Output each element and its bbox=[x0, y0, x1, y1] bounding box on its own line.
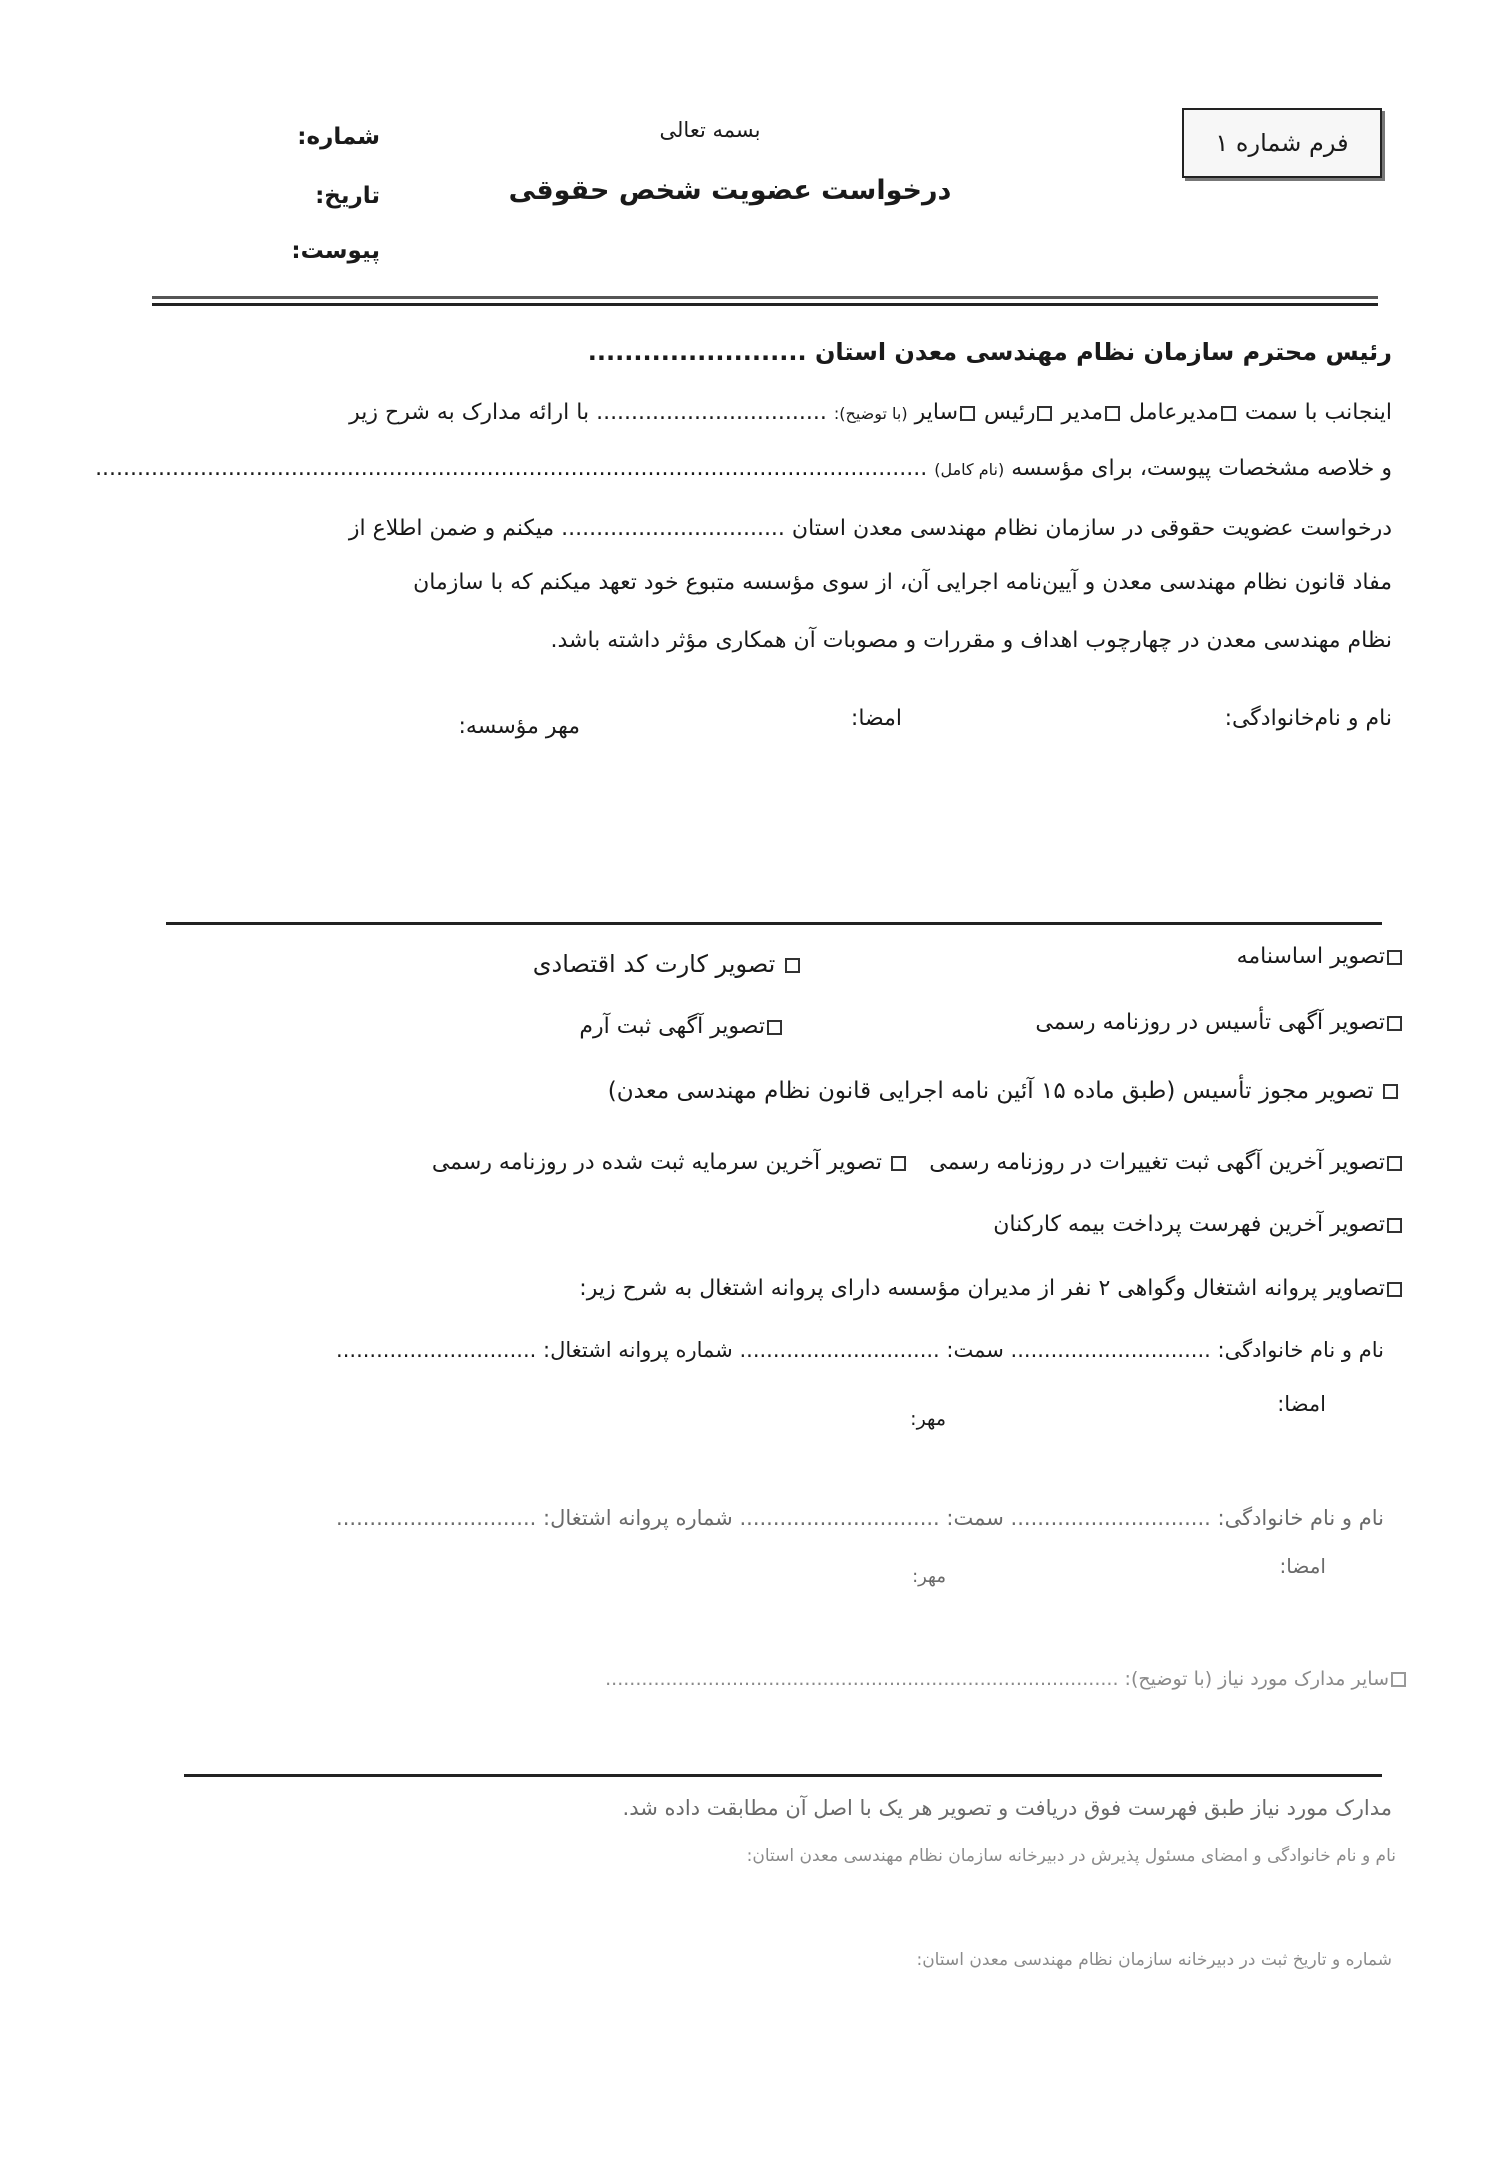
doc-trademark-notice-label: تصویر آگهی ثبت آرم bbox=[579, 1014, 765, 1039]
commitment-line: مفاد قانون نظام مهندسی معدن و آیین‌نامه اجرایی آن، از سوی مؤسسه متبوع خود تعهد میکنم که با سازمان bbox=[413, 570, 1392, 595]
request-province-field[interactable]: ................................ bbox=[561, 516, 785, 541]
other-position-field[interactable]: ................................. bbox=[596, 400, 827, 425]
institution-line bbox=[95, 456, 1392, 481]
checkbox-founding-notice[interactable] bbox=[1387, 1016, 1402, 1031]
commitment-line-end: نظام مهندسی معدن در چهارچوب اهداف و مقررات و مصوبات آن همکاری مؤثر داشته باشد. bbox=[550, 628, 1392, 653]
request-line bbox=[349, 516, 1392, 541]
checkbox-ceo[interactable] bbox=[1221, 406, 1236, 421]
manager-name-label: نام و نام خانوادگی: bbox=[1217, 1338, 1384, 1362]
position-prefix: اینجانب با سمت bbox=[1244, 400, 1392, 425]
attachment-label: پیوست: bbox=[291, 238, 380, 264]
position-ceo-label: مدیرعامل bbox=[1129, 400, 1219, 425]
doc-latest-capital-label: تصویر آخرین سرمایه ثبت شده در روزنامه رسمی bbox=[431, 1150, 882, 1175]
checkbox-licenses[interactable] bbox=[1387, 1282, 1402, 1297]
received-note: مدارک مورد نیاز طبق فهرست فوق دریافت و تصویر هر یک با اصل آن مطابقت داده شد. bbox=[622, 1796, 1392, 1820]
doc-licenses bbox=[579, 1276, 1404, 1301]
section-divider bbox=[166, 922, 1382, 925]
registration-line: شماره و تاریخ ثبت در دبیرخانه سازمان نظام مهندسی معدن استان: bbox=[916, 1950, 1392, 1970]
doc-economic-code bbox=[533, 950, 802, 978]
doc-insurance-list-label: تصویر آخرین فهرست پرداخت بیمه کارکنان bbox=[993, 1212, 1385, 1237]
checkbox-articles[interactable] bbox=[1387, 950, 1402, 965]
date-label: تاریخ: bbox=[315, 183, 380, 209]
checkbox-other[interactable] bbox=[960, 406, 975, 421]
doc-economic-code-label: تصویر کارت کد اقتصادی bbox=[532, 950, 776, 978]
institution-seal-label: مهر مؤسسه: bbox=[458, 714, 580, 739]
doc-founding-notice-label: تصویر آگهی تأسیس در روزنامه رسمی bbox=[1035, 1010, 1385, 1035]
documents-suffix: با ارائه مدارک به شرح زیر bbox=[349, 400, 590, 425]
manager-1-seal-label: مهر: bbox=[910, 1408, 946, 1430]
salutation bbox=[588, 338, 1392, 366]
applicant-signature-label: امضا: bbox=[850, 706, 902, 731]
manager-1-license-field[interactable]: .............................. bbox=[336, 1338, 537, 1362]
page-title: درخواست عضویت شخص حقوقی bbox=[508, 175, 952, 206]
checkbox-latest-changes[interactable] bbox=[1387, 1156, 1402, 1171]
receiver-line: نام و نام خانوادگی و امضای مسئول پذیرش در دبیرخانه سازمان نظام مهندسی معدن استان: bbox=[746, 1846, 1396, 1866]
other-docs-field[interactable]: ..................................................................................... bbox=[605, 1668, 1119, 1690]
basmala: بسمه تعالی bbox=[659, 118, 761, 142]
manager-2-license-field[interactable]: .............................. bbox=[336, 1506, 537, 1530]
checkbox-economic-code[interactable] bbox=[785, 958, 800, 973]
manager-license-label: شماره پروانه اشتغال: bbox=[543, 1338, 733, 1362]
doc-founding-notice bbox=[1035, 1010, 1404, 1035]
doc-trademark-notice bbox=[579, 1014, 784, 1039]
manager-2-row bbox=[336, 1506, 1384, 1530]
doc-articles-label: تصویر اساسنامه bbox=[1236, 944, 1385, 969]
request-end-text: میکنم و ضمن اطلاع از bbox=[348, 516, 555, 541]
request-text: درخواست عضویت حقوقی در سازمان نظام مهندسی معدن استان bbox=[791, 516, 1392, 541]
province-field[interactable]: ........................ bbox=[587, 338, 807, 366]
position-line bbox=[349, 400, 1392, 425]
manager-1-signature-label: امضا: bbox=[1277, 1392, 1326, 1416]
checkbox-trademark-notice[interactable] bbox=[767, 1020, 782, 1035]
doc-founding-permit bbox=[608, 1078, 1400, 1104]
doc-other-label: سایر مدارک مورد نیاز (با توضیح): bbox=[1124, 1668, 1389, 1690]
doc-latest-changes bbox=[929, 1150, 1404, 1175]
checkbox-other-docs[interactable] bbox=[1391, 1672, 1406, 1687]
checkbox-founding-permit[interactable] bbox=[1383, 1084, 1398, 1099]
position-chairman-label: رئیس bbox=[984, 400, 1036, 425]
doc-founding-permit-label: تصویر مجوز تأسیس (طبق ماده ۱۵ آئین نامه اجرایی قانون نظام مهندسی معدن) bbox=[607, 1078, 1374, 1104]
checkbox-chairman[interactable] bbox=[1037, 406, 1052, 421]
position-manager-label: مدیر bbox=[1061, 400, 1104, 425]
position-other-label: سایر bbox=[914, 400, 959, 425]
manager-position-label: سمت: bbox=[946, 1506, 1004, 1530]
manager-position-label: سمت: bbox=[946, 1338, 1004, 1362]
doc-latest-changes-label: تصویر آخرین آگهی ثبت تغییرات در روزنامه رسمی bbox=[929, 1150, 1385, 1175]
manager-1-row bbox=[336, 1338, 1384, 1362]
manager-2-position-field[interactable]: .............................. bbox=[739, 1506, 940, 1530]
applicant-name-label: نام و نام‌خانوادگی: bbox=[1224, 706, 1392, 731]
manager-name-label: نام و نام خانوادگی: bbox=[1217, 1506, 1384, 1530]
checkbox-latest-capital[interactable] bbox=[891, 1156, 906, 1171]
manager-2-name-field[interactable]: .............................. bbox=[1010, 1506, 1211, 1530]
doc-insurance-list bbox=[993, 1212, 1404, 1237]
manager-1-name-field[interactable]: .............................. bbox=[1010, 1338, 1211, 1362]
manager-1-position-field[interactable]: .............................. bbox=[739, 1338, 940, 1362]
header-double-rule bbox=[152, 296, 1378, 308]
doc-other bbox=[605, 1668, 1408, 1690]
full-name-hint: (نام کامل) bbox=[934, 460, 1005, 479]
institution-name-field[interactable]: ....................................................................................................................... bbox=[95, 456, 928, 481]
number-label: شماره: bbox=[297, 124, 380, 150]
doc-licenses-label: تصاویر پروانه اشتغال وگواهی ۲ نفر از مدیران مؤسسه دارای پروانه اشتغال به شرح زیر: bbox=[579, 1276, 1385, 1301]
salutation-text: رئیس محترم سازمان نظام مهندسی معدن استان bbox=[814, 338, 1392, 366]
manager-license-label: شماره پروانه اشتغال: bbox=[543, 1506, 733, 1530]
checkbox-manager[interactable] bbox=[1105, 406, 1120, 421]
manager-2-signature-label: امضا: bbox=[1279, 1554, 1326, 1578]
institution-text: و خلاصه مشخصات پیوست، برای مؤسسه bbox=[1011, 456, 1392, 481]
form-number: فرم شماره ۱ bbox=[1215, 129, 1349, 157]
manager-2-seal-label: مهر: bbox=[912, 1566, 946, 1587]
checkbox-insurance-list[interactable] bbox=[1387, 1218, 1402, 1233]
office-divider bbox=[184, 1774, 1382, 1777]
doc-latest-capital bbox=[432, 1150, 908, 1175]
doc-articles bbox=[1237, 944, 1404, 969]
other-hint: (با توضیح): bbox=[833, 404, 908, 423]
form-number-box bbox=[1182, 108, 1382, 178]
